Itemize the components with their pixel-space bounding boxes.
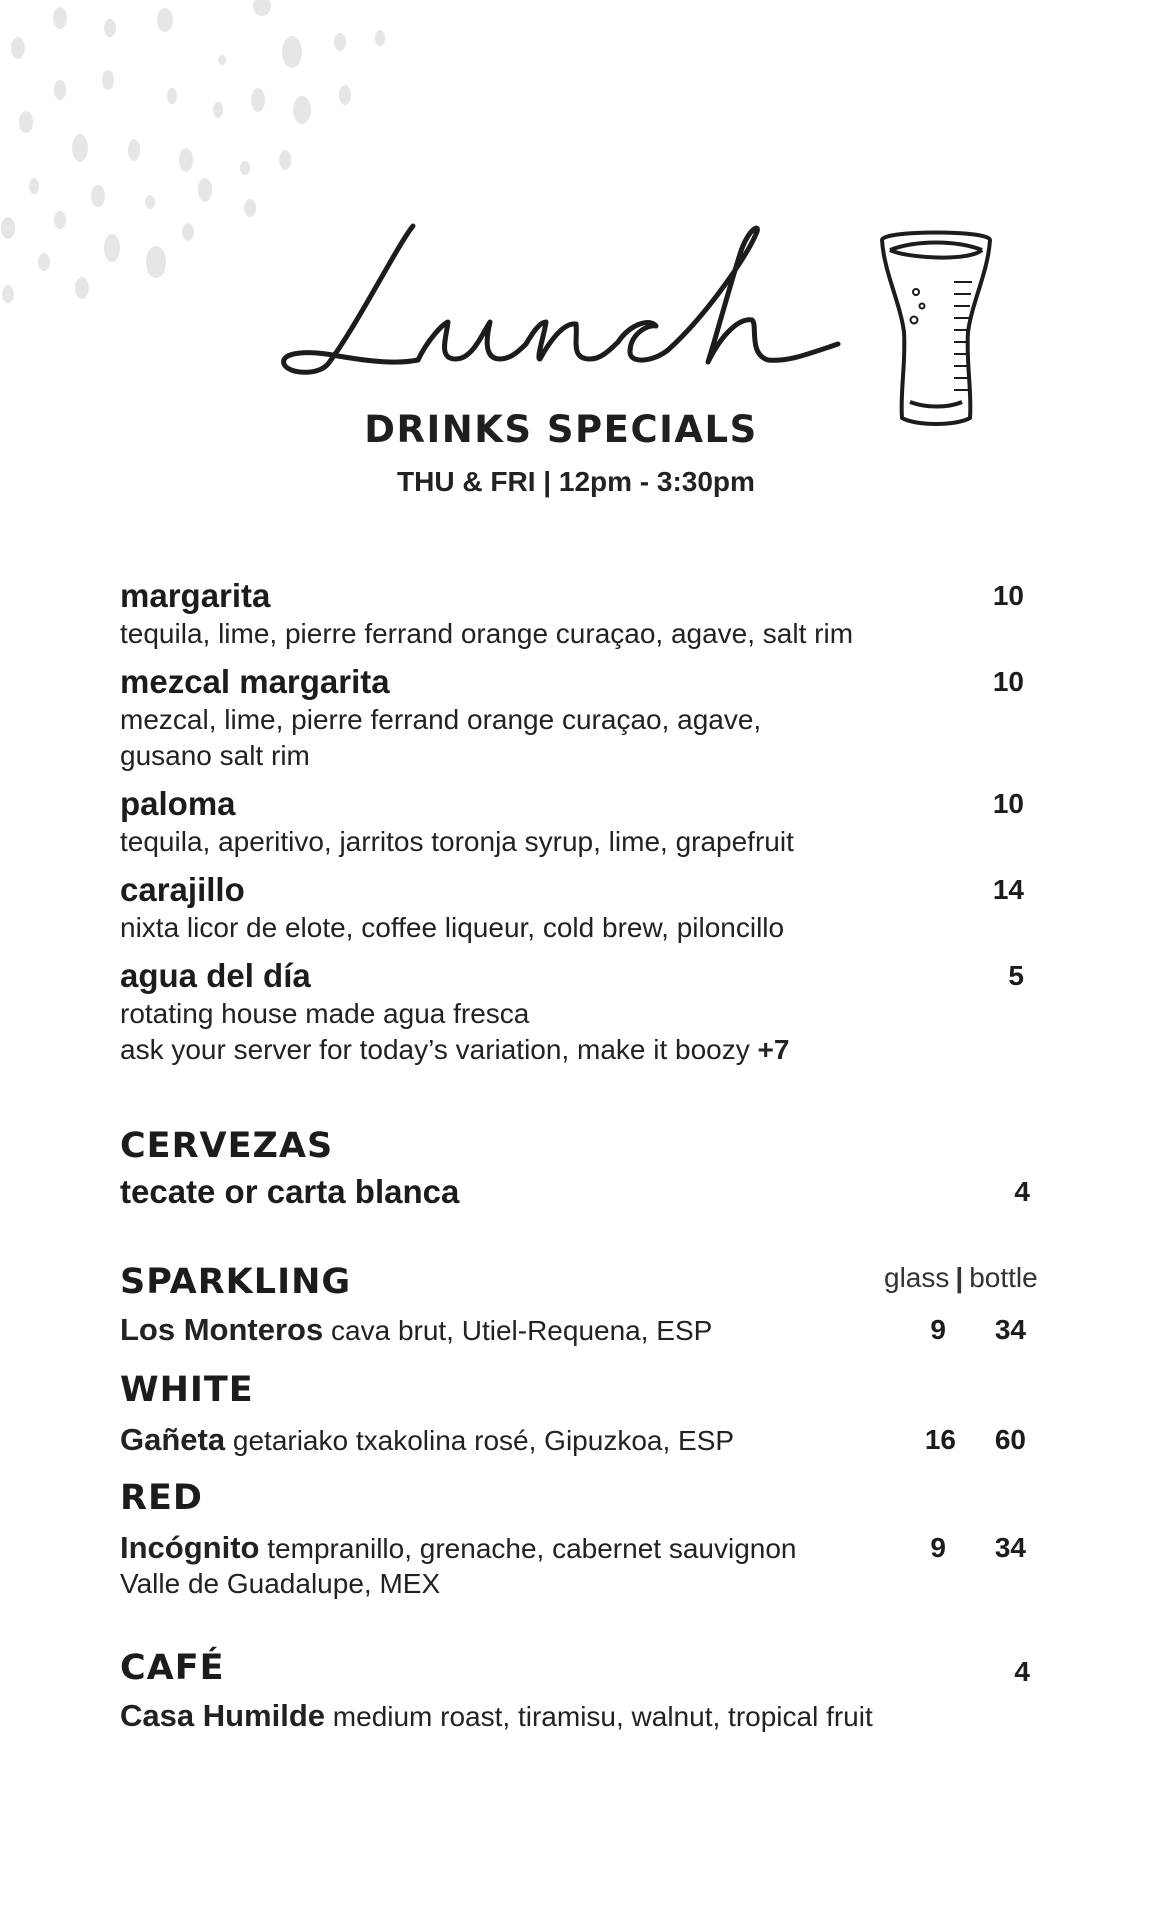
item-price: 4 <box>1014 1656 1030 1687</box>
item-description: tequila, aperitivo, jarritos toronja syrup, lime, grapefruit <box>120 826 794 857</box>
glass-column-label: glass <box>884 1262 950 1293</box>
section-heading-sparkling: SPARKLING <box>120 1262 352 1302</box>
wine-description: getariako txakolina rosé, Gipuzkoa, ESP <box>225 1425 735 1456</box>
item-name: paloma <box>120 785 236 822</box>
item-description: nixta licor de elote, coffee liqueur, cold brew, piloncillo <box>120 912 785 943</box>
item-price: 4 <box>1014 1176 1030 1207</box>
item-name: margarita <box>120 577 271 614</box>
menu-item-mezcal-margarita <box>120 662 1020 774</box>
item-price: 10 <box>992 580 1024 611</box>
coffee-description: medium roast, tiramisu, walnut, tropical fruit <box>325 1701 873 1732</box>
item-price: 5 <box>1008 960 1024 991</box>
glass-price: 9 <box>930 1532 946 1563</box>
menu-item-cafe <box>120 1698 873 1735</box>
wine-item-sparkling <box>120 1312 712 1349</box>
item-price: 10 <box>992 666 1024 697</box>
bottle-price: 60 <box>994 1424 1026 1455</box>
wine-item-red <box>120 1530 797 1567</box>
wine-item-white <box>120 1422 734 1459</box>
wine-name: Incógnito <box>120 1530 260 1565</box>
item-name: carajillo <box>120 871 245 908</box>
item-description: rotating house made agua fresca <box>120 998 530 1029</box>
page-title: DRINKS SPECIALS <box>364 408 758 451</box>
section-heading-cervezas: CERVEZAS <box>120 1126 334 1166</box>
wine-description: cava brut, Utiel-Requena, ESP <box>323 1315 713 1346</box>
menu-item-cervezas <box>120 1172 1020 1212</box>
item-description-line2: gusano salt rim <box>120 740 310 771</box>
bottle-price: 34 <box>994 1532 1026 1563</box>
section-heading-white: WHITE <box>120 1370 254 1410</box>
wine-name: Gañeta <box>120 1422 226 1457</box>
menu-item-agua-del-dia <box>120 956 1020 1068</box>
wine-name: Los Monteros <box>120 1312 324 1347</box>
beer-glass-icon <box>876 222 996 427</box>
item-name: mezcal margarita <box>120 663 390 700</box>
wine-region: Valle de Guadalupe, MEX <box>120 1568 441 1599</box>
bottle-price: 34 <box>994 1314 1026 1345</box>
service-hours: THU & FRI | 12pm - 3:30pm <box>397 466 755 497</box>
boozy-upcharge: +7 <box>757 1034 790 1065</box>
section-heading-cafe: CAFÉ <box>120 1648 225 1688</box>
item-price: 14 <box>992 874 1024 905</box>
menu-item-margarita <box>120 576 1020 652</box>
wine-column-headers <box>884 1262 1038 1294</box>
glass-price: 9 <box>930 1314 946 1345</box>
glass-price: 16 <box>924 1424 956 1455</box>
item-name: agua del día <box>120 957 311 994</box>
menu-item-paloma <box>120 784 1020 860</box>
wine-description: tempranillo, grenache, cabernet sauvignon <box>259 1533 797 1564</box>
item-name: tecate or carta blanca <box>120 1173 460 1210</box>
section-heading-red: RED <box>120 1478 203 1518</box>
item-price: 10 <box>992 788 1024 819</box>
item-description: tequila, lime, pierre ferrand orange curaçao, agave, salt rim <box>120 618 854 649</box>
item-description: mezcal, lime, pierre ferrand orange curaçao, agave, <box>120 704 762 735</box>
coffee-name: Casa Humilde <box>120 1698 326 1733</box>
menu-item-carajillo <box>120 870 1020 946</box>
lunch-script-title <box>278 214 858 384</box>
column-separator: | <box>955 1262 964 1293</box>
item-description-line2: ask your server for today’s variation, make it boozy +7 <box>120 1034 790 1065</box>
bottle-column-label: bottle <box>969 1262 1038 1293</box>
